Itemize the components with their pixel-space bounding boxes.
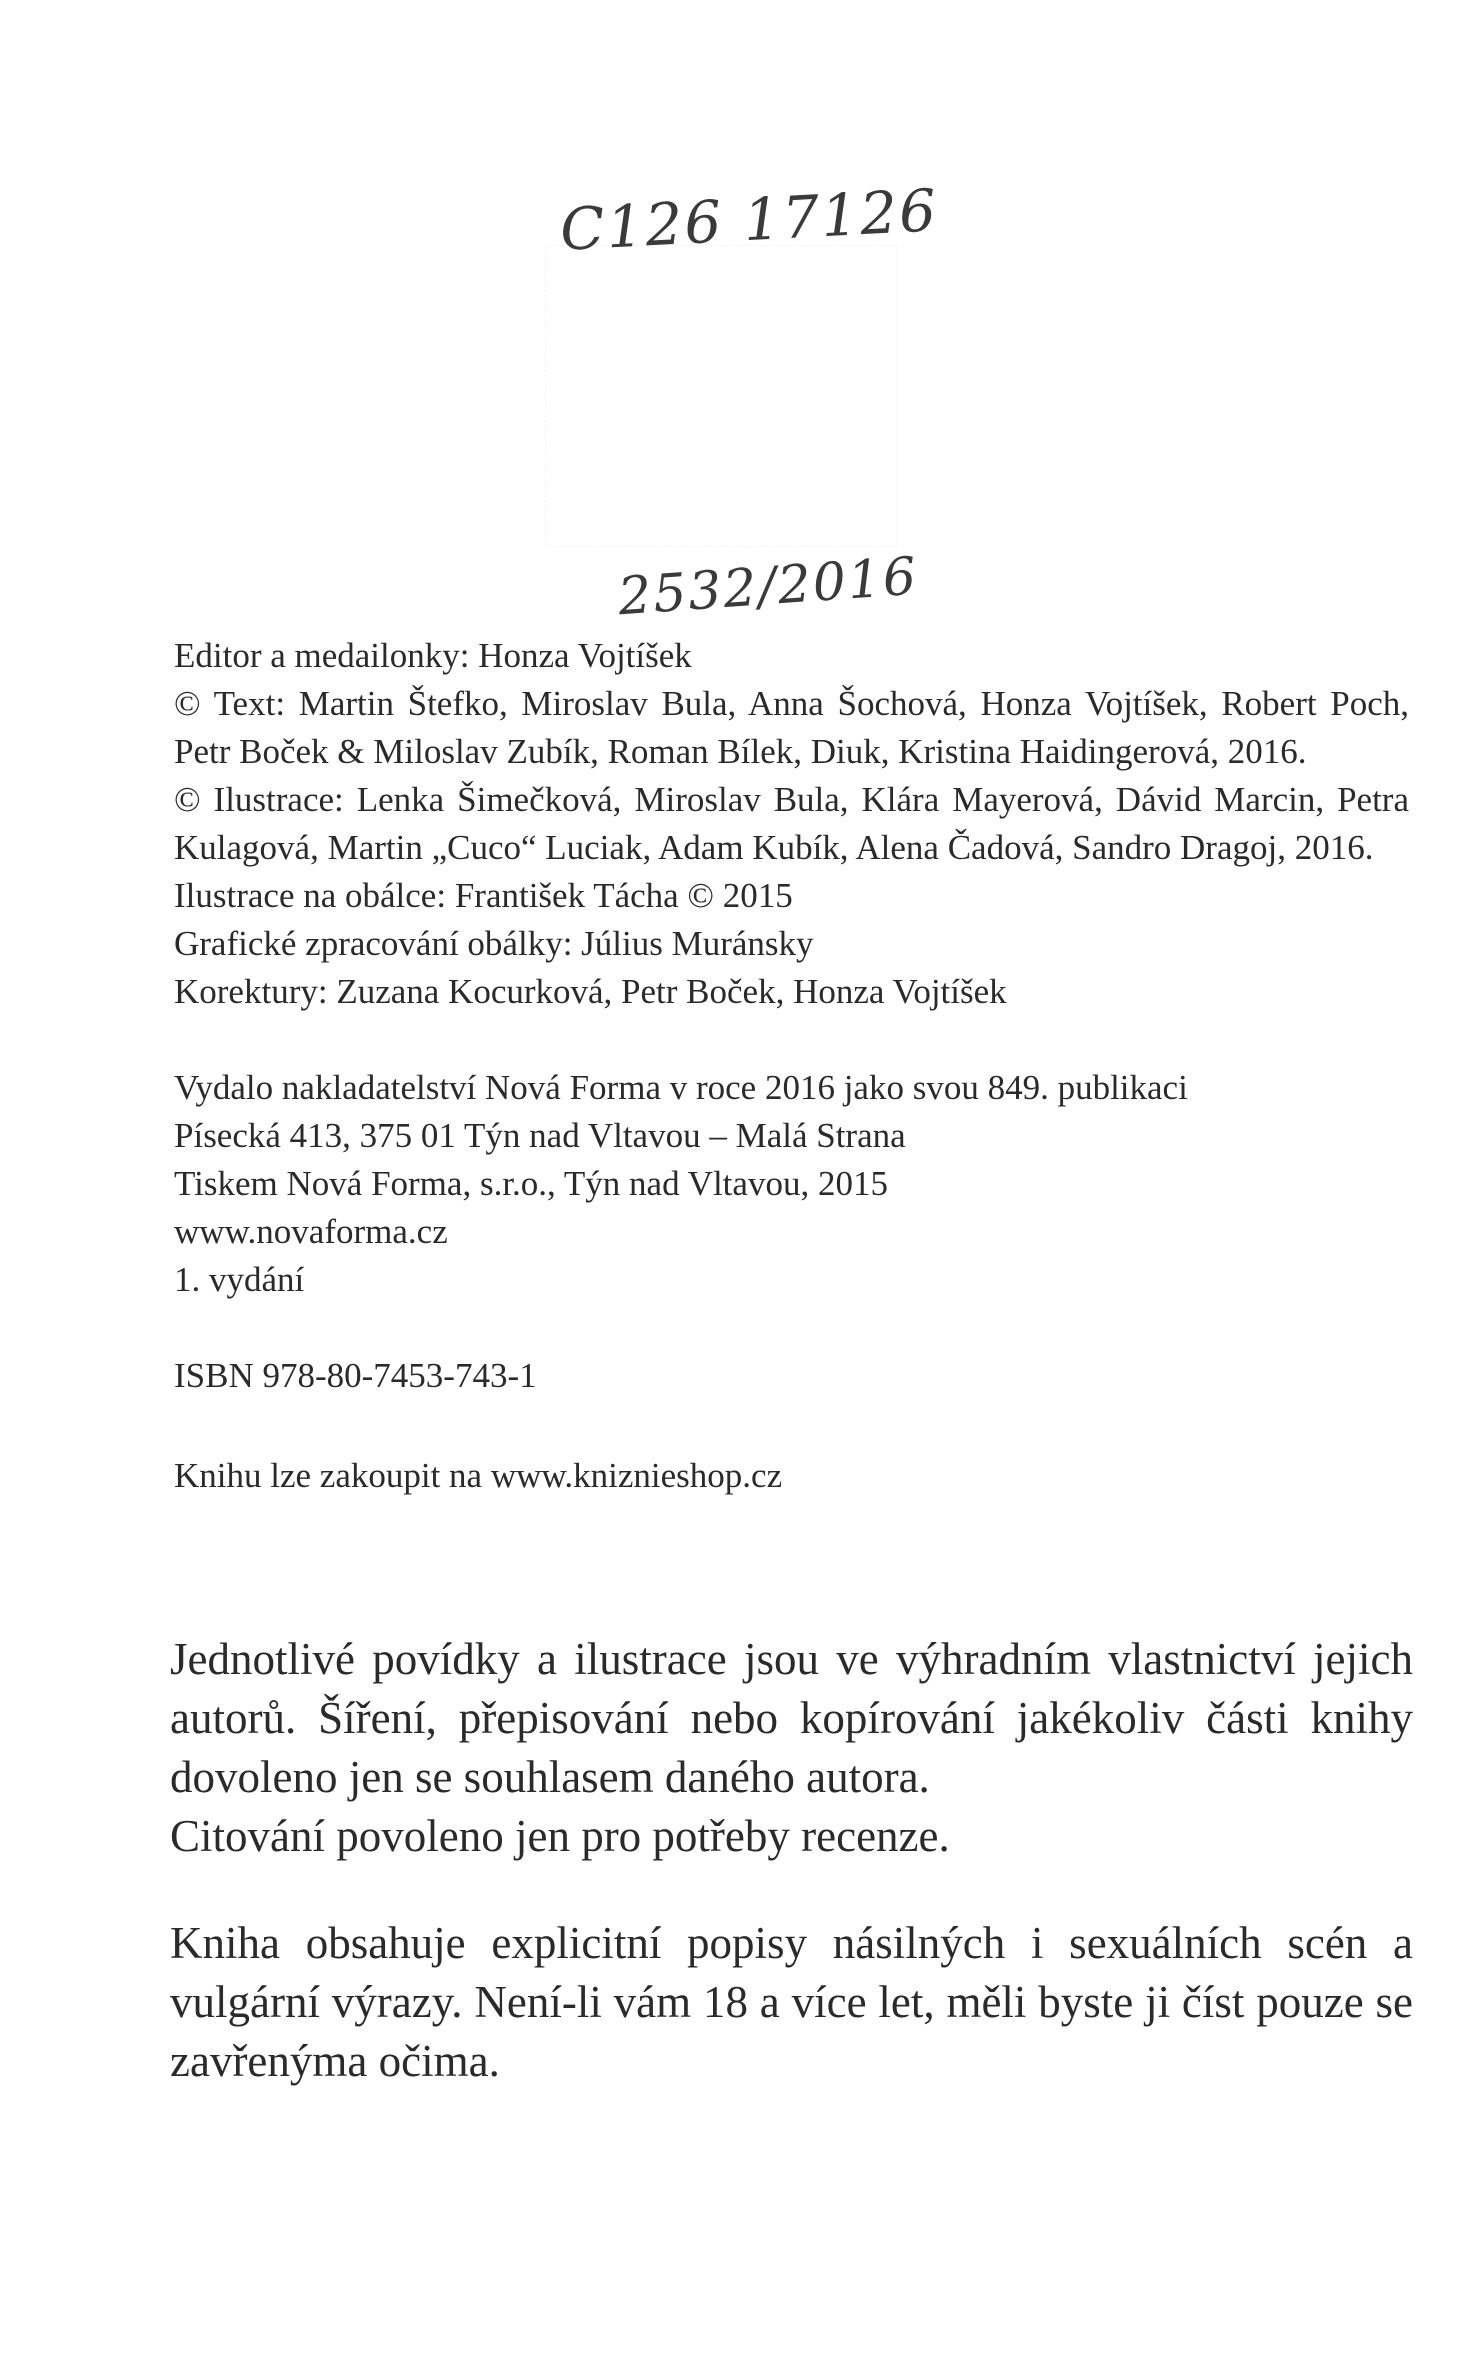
edition-line: 1. vydání xyxy=(174,1260,305,1299)
faded-library-stamp xyxy=(545,245,897,547)
printer-line: Tiskem Nová Forma, s.r.o., Týn nad Vltavou, 2015 xyxy=(174,1164,888,1203)
editor-line: Editor a medailonky: Honza Vojtíšek xyxy=(174,636,692,675)
text-copyright: © Text: Martin Štefko, Miroslav Bula, Anna Šochová, Honza Vojtíšek, Robert Poch, Petr Boček & Miloslav Zubík, Roman Bílek, Diuk, Kristina Haidingerová, 2016. xyxy=(174,684,1409,771)
cover-illustration-line: Ilustrace na obálce: František Tácha © 2015 xyxy=(174,876,793,915)
shop-line: Knihu lze zakoupit na www.kniznieshop.cz xyxy=(174,1456,783,1495)
content-warning: Kniha obsahuje explicitní popisy násilných i sexuálních scén a vulgární výrazy. Není-li vám 18 a více let, měli byste ji číst pouze se zavřenýma očima. xyxy=(170,1918,1413,2086)
publisher-address: Písecká 413, 375 01 Týn nad Vltavou – Malá Strana xyxy=(174,1116,906,1155)
publisher-website: www.novaforma.cz xyxy=(174,1212,448,1251)
rights-notice xyxy=(170,1630,1413,1866)
handwritten-accession-number: 2532/2016 xyxy=(616,546,920,628)
quotation-notice: Citování povoleno jen pro potřeby recenze. xyxy=(170,1811,950,1861)
rights-paragraph: Jednotlivé povídky a ilustrace jsou ve výhradním vlastnictví jejich autorů. Šíření, přepisování nebo kopírování jakékoliv části knihy dovoleno jen se souhlasem daného autora. xyxy=(170,1634,1413,1802)
proofreading-line: Korektury: Zuzana Kocurková, Petr Boček, Honza Vojtíšek xyxy=(174,972,1007,1011)
illustration-copyright: © Ilustrace: Lenka Šimečková, Miroslav Bula, Klára Mayerová, Dávid Marcin, Petra Kulagová, Martin „Cuco“ Luciak, Adam Kubík, Alena Čadová, Sandro Dragoj, 2016. xyxy=(174,780,1409,867)
handwritten-signature-number: C126 17126 xyxy=(558,176,940,264)
imprint-credits xyxy=(174,632,1409,1500)
cover-design-line: Grafické zpracování obálky: Július Muránsky xyxy=(174,924,814,963)
isbn-line: ISBN 978-80-7453-743-1 xyxy=(174,1356,537,1395)
publisher-line: Vydalo nakladatelství Nová Forma v roce 2016 jako svou 849. publikaci xyxy=(174,1068,1188,1107)
